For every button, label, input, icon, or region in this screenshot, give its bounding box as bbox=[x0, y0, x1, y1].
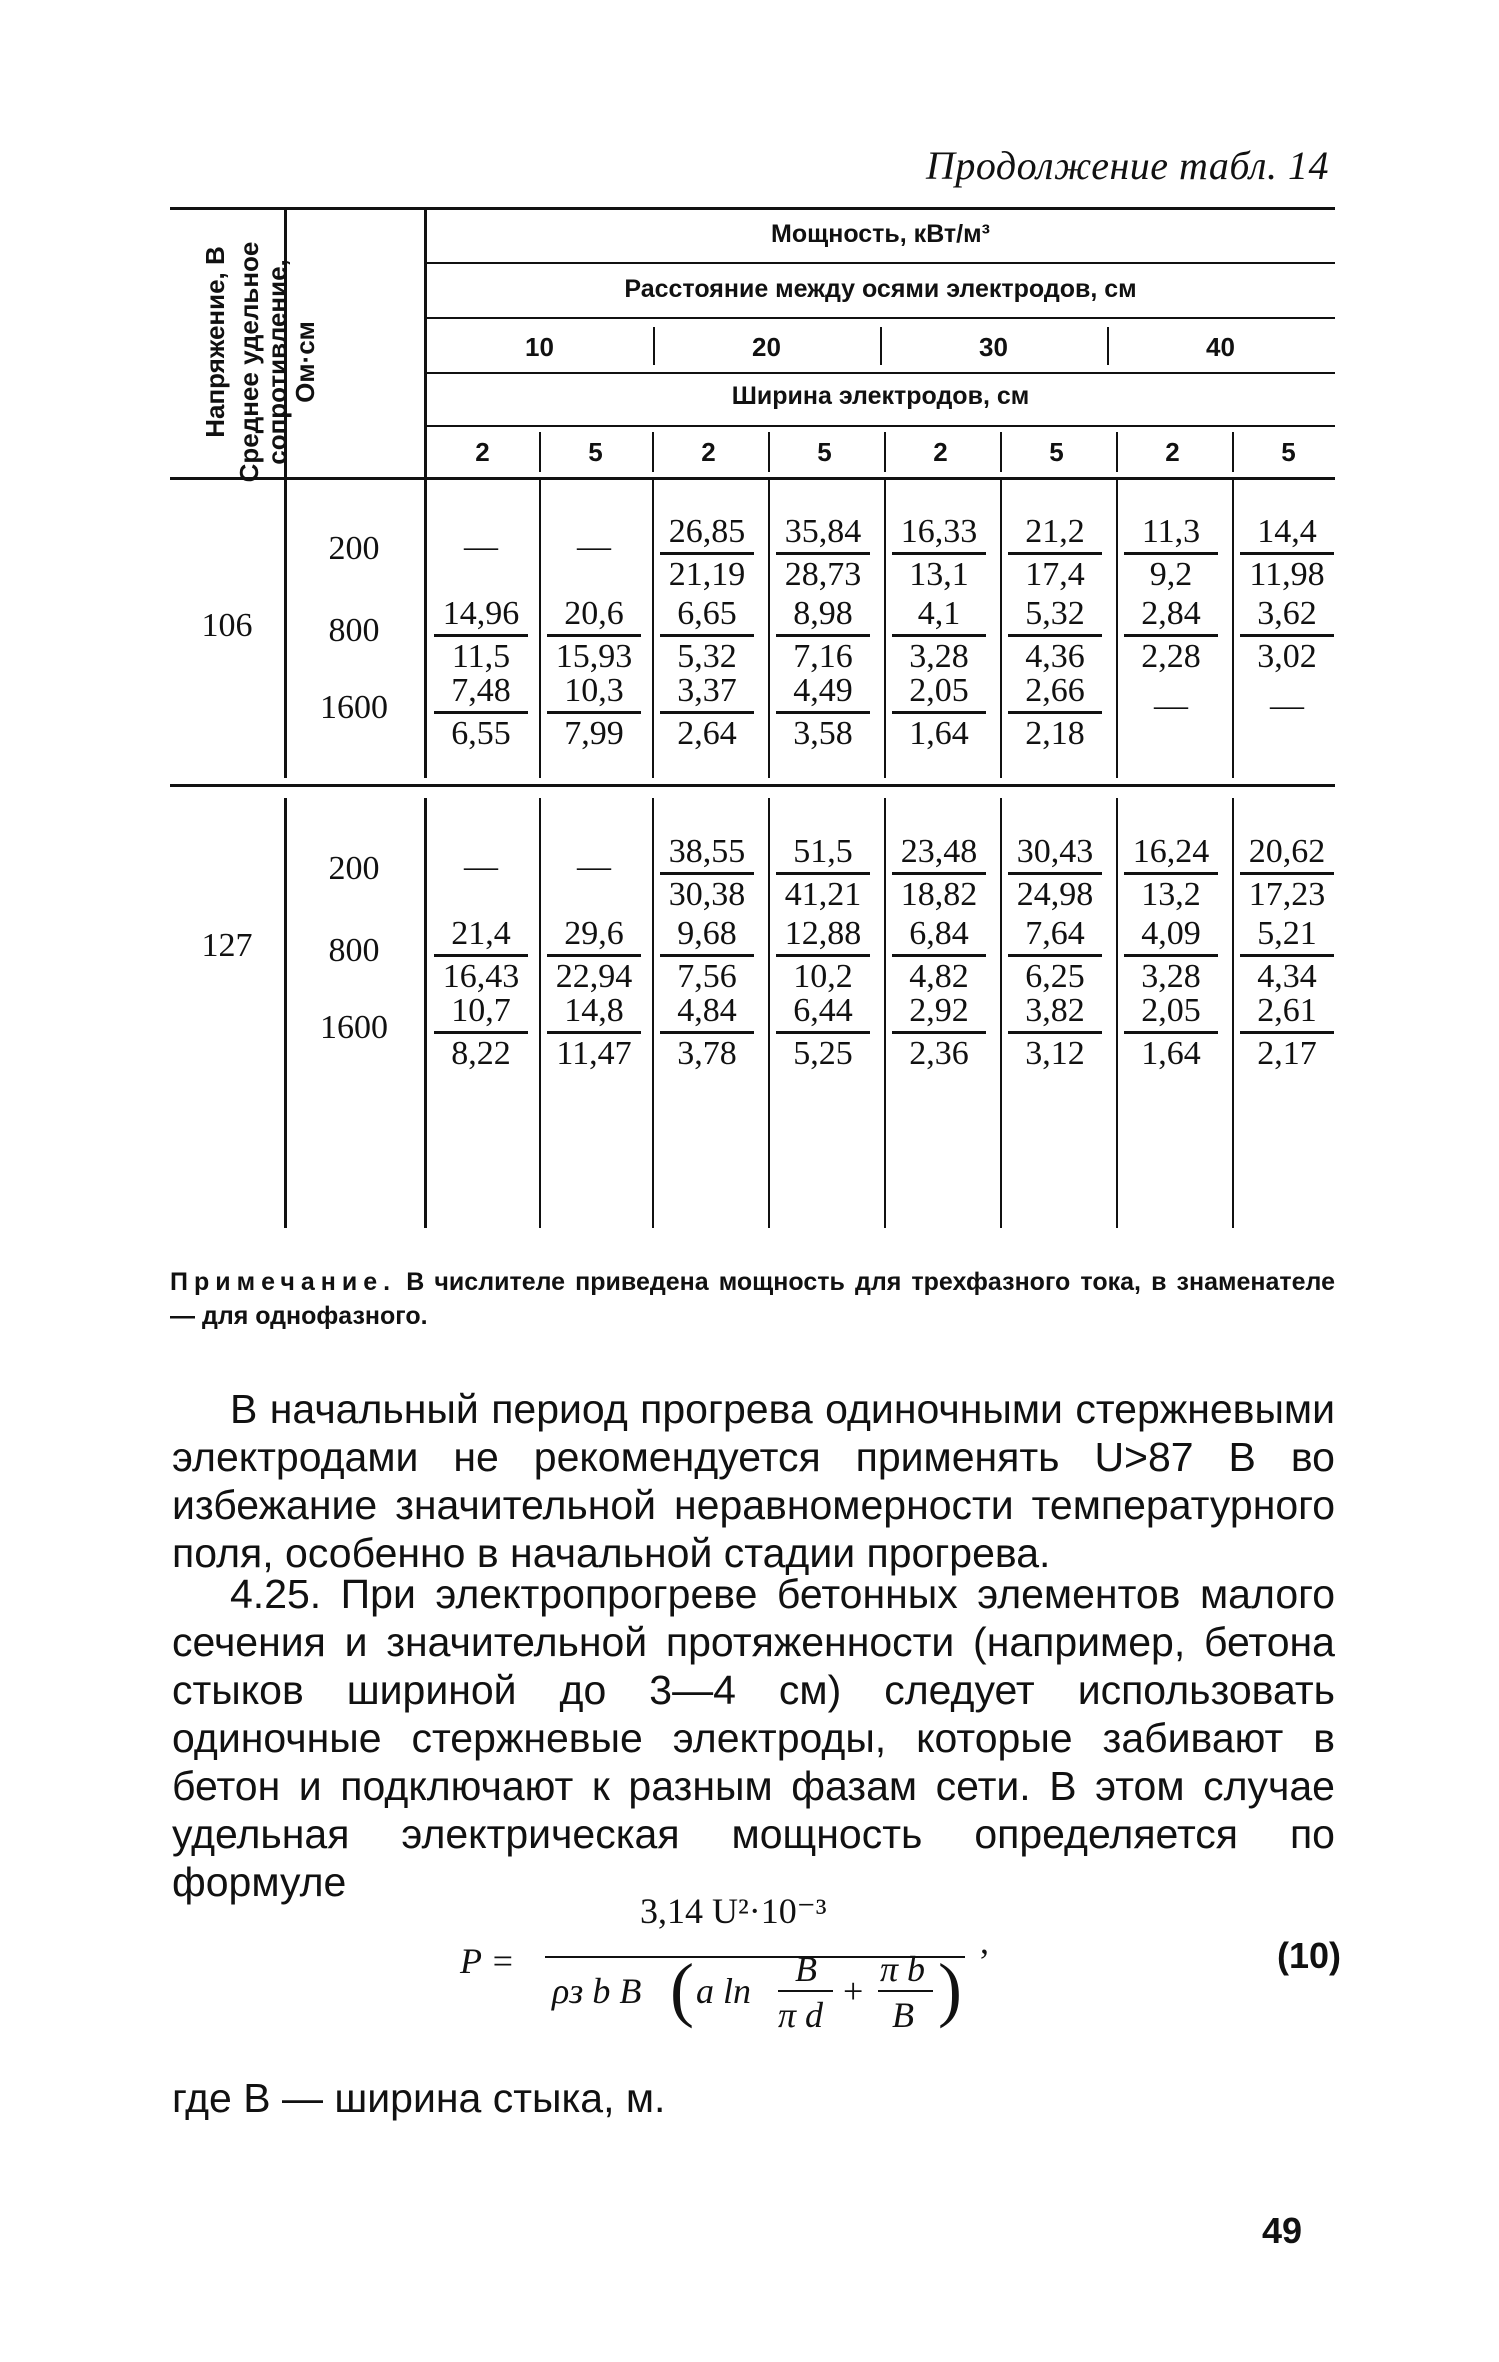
power-single-phase: 5,25 bbox=[776, 1031, 870, 1074]
power-three-phase: 38,55 bbox=[668, 833, 746, 870]
power-three-phase: 2,05 bbox=[1141, 992, 1201, 1029]
voltage-value: 127 bbox=[201, 927, 253, 964]
width-value: 5 bbox=[817, 437, 832, 467]
resistivity-header: Среднее удельное сопротивление, Ом·см bbox=[234, 241, 320, 483]
resistivity-value: 800 bbox=[328, 612, 380, 649]
power-single-phase: 6,55 bbox=[434, 711, 528, 754]
power-single-phase: 16,43 bbox=[434, 954, 528, 997]
power-single-phase: 3,12 bbox=[1008, 1031, 1102, 1074]
power-three-phase: 20,6 bbox=[564, 595, 624, 632]
power-three-phase: 29,6 bbox=[564, 915, 624, 952]
power-fraction bbox=[1000, 594, 1110, 677]
resistivity-value: 200 bbox=[328, 850, 380, 887]
table-note: Примечание. В числителе приведена мощность для трехфазного тока, в знаменателе — для однофазного. bbox=[170, 1268, 1335, 1330]
table-top-rule bbox=[170, 207, 1335, 210]
power-three-phase: 5,32 bbox=[1025, 595, 1085, 632]
power-single-phase: 3,58 bbox=[776, 711, 870, 754]
power-single-phase: 4,34 bbox=[1240, 954, 1334, 997]
power-fraction bbox=[768, 991, 878, 1074]
power-three-phase: 4,49 bbox=[793, 672, 853, 709]
power-single-phase: 7,99 bbox=[547, 711, 641, 754]
empty-cell-dash: — bbox=[464, 528, 498, 565]
power-three-phase: 6,84 bbox=[909, 915, 969, 952]
width-divider bbox=[1116, 432, 1118, 472]
formula-comma: , bbox=[980, 1921, 989, 1961]
power-single-phase: 2,28 bbox=[1124, 634, 1218, 677]
width-divider bbox=[1232, 432, 1234, 472]
power-single-phase: 9,2 bbox=[1124, 552, 1218, 595]
power-fraction bbox=[426, 671, 536, 754]
power-fraction bbox=[1232, 914, 1342, 997]
power-single-phase: 2,36 bbox=[892, 1031, 986, 1074]
power-fraction bbox=[539, 594, 649, 677]
power-fraction bbox=[884, 914, 994, 997]
power-single-phase: 4,82 bbox=[892, 954, 986, 997]
power-three-phase: 21,4 bbox=[451, 915, 511, 952]
width-header: Ширина электродов, см bbox=[731, 382, 1030, 410]
distance-value: 40 bbox=[1206, 332, 1235, 362]
width-divider bbox=[884, 432, 886, 472]
power-single-phase: 10,2 bbox=[776, 954, 870, 997]
width-value: 2 bbox=[475, 437, 490, 467]
page-number: 49 bbox=[1262, 2210, 1303, 2251]
power-three-phase: 23,48 bbox=[900, 833, 978, 870]
power-three-phase: 26,85 bbox=[668, 513, 746, 550]
power-three-phase: 2,92 bbox=[909, 992, 969, 1029]
power-fraction bbox=[426, 991, 536, 1074]
resistivity-value: 1600 bbox=[320, 1009, 388, 1046]
power-single-phase: 24,98 bbox=[1008, 872, 1102, 915]
power-single-phase: 2,18 bbox=[1008, 711, 1102, 754]
power-fraction bbox=[1000, 671, 1110, 754]
formula-frac2-den: B bbox=[892, 1995, 914, 2035]
power-single-phase: 13,2 bbox=[1124, 872, 1218, 915]
power-fraction bbox=[652, 512, 762, 595]
formula-frac1-bar bbox=[778, 1990, 833, 1992]
power-fraction bbox=[426, 594, 536, 677]
power-single-phase: 3,78 bbox=[660, 1031, 754, 1074]
power-three-phase: 11,3 bbox=[1141, 513, 1201, 550]
width-value: 5 bbox=[1281, 437, 1296, 467]
power-fraction bbox=[1116, 594, 1226, 677]
power-fraction bbox=[1232, 512, 1342, 595]
power-three-phase: 16,24 bbox=[1132, 833, 1210, 870]
power-fraction bbox=[1116, 914, 1226, 997]
power-single-phase: 41,21 bbox=[776, 872, 870, 915]
power-fraction bbox=[1116, 991, 1226, 1074]
power-three-phase: 14,8 bbox=[564, 992, 624, 1029]
power-three-phase: 16,33 bbox=[900, 513, 978, 550]
distance-value: 10 bbox=[525, 332, 554, 362]
power-three-phase: 4,09 bbox=[1141, 915, 1201, 952]
power-single-phase: 7,56 bbox=[660, 954, 754, 997]
power-fraction bbox=[884, 594, 994, 677]
power-three-phase: 3,62 bbox=[1257, 595, 1317, 632]
formula-plus: + bbox=[843, 1971, 864, 2011]
power-header: Мощность, кВт/м³ bbox=[771, 220, 990, 248]
power-fraction bbox=[768, 512, 878, 595]
formula-den-prefix: ρз b B bbox=[552, 1971, 642, 2011]
formula-frac2-bar bbox=[878, 1990, 933, 1992]
power-fraction bbox=[884, 991, 994, 1074]
formula-10 bbox=[460, 1890, 1060, 2040]
power-three-phase: 8,98 bbox=[793, 595, 853, 632]
distance-divider bbox=[653, 327, 655, 365]
width-value: 2 bbox=[933, 437, 948, 467]
power-single-phase: 1,64 bbox=[892, 711, 986, 754]
power-three-phase: 6,44 bbox=[793, 992, 853, 1029]
power-fraction bbox=[652, 914, 762, 997]
width-divider bbox=[768, 432, 770, 472]
power-fraction bbox=[768, 594, 878, 677]
power-single-phase: 5,32 bbox=[660, 634, 754, 677]
distance-header: Расстояние между осями электродов, см bbox=[624, 275, 1137, 303]
power-three-phase: 4,1 bbox=[917, 595, 961, 632]
empty-cell-dash: — bbox=[1270, 687, 1304, 724]
distance-value: 20 bbox=[752, 332, 781, 362]
width-divider bbox=[539, 432, 541, 472]
group-divider bbox=[170, 784, 1335, 787]
power-three-phase: 7,64 bbox=[1025, 915, 1085, 952]
power-three-phase: 2,05 bbox=[909, 672, 969, 709]
power-fraction bbox=[1116, 832, 1226, 915]
power-fraction bbox=[539, 671, 649, 754]
power-fraction bbox=[1000, 914, 1110, 997]
width-value: 2 bbox=[701, 437, 716, 467]
power-single-phase: 2,17 bbox=[1240, 1031, 1334, 1074]
power-fraction bbox=[652, 832, 762, 915]
power-single-phase: 8,22 bbox=[434, 1031, 528, 1074]
distance-value: 30 bbox=[979, 332, 1008, 362]
power-three-phase: 12,88 bbox=[784, 915, 862, 952]
power-single-phase: 4,36 bbox=[1008, 634, 1102, 677]
power-fraction bbox=[768, 914, 878, 997]
power-single-phase: 3,28 bbox=[892, 634, 986, 677]
power-fraction bbox=[426, 914, 536, 997]
power-three-phase: 3,82 bbox=[1025, 992, 1085, 1029]
power-three-phase: 30,43 bbox=[1016, 833, 1094, 870]
power-fraction bbox=[652, 594, 762, 677]
power-fraction bbox=[1000, 991, 1110, 1074]
data-table bbox=[170, 207, 1335, 1252]
power-fraction bbox=[1116, 512, 1226, 595]
power-three-phase: 51,5 bbox=[793, 833, 853, 870]
power-single-phase: 11,47 bbox=[547, 1031, 641, 1074]
power-three-phase: 3,37 bbox=[677, 672, 737, 709]
width-divider bbox=[652, 432, 654, 472]
power-rule bbox=[426, 262, 1335, 264]
power-three-phase: 7,48 bbox=[451, 672, 511, 709]
power-single-phase: 3,28 bbox=[1124, 954, 1218, 997]
width-rule bbox=[426, 425, 1335, 427]
power-three-phase: 2,84 bbox=[1141, 595, 1201, 632]
power-fraction bbox=[768, 832, 878, 915]
power-single-phase: 11,5 bbox=[434, 634, 528, 677]
power-three-phase: 10,7 bbox=[451, 992, 511, 1029]
formula-ln: a ln bbox=[696, 1971, 752, 2011]
power-three-phase: 9,68 bbox=[677, 915, 737, 952]
distance-divider bbox=[880, 327, 882, 365]
power-fraction bbox=[1000, 832, 1110, 915]
formula-numerator: 3,14 U²·10⁻³ bbox=[640, 1891, 827, 1931]
power-single-phase: 18,82 bbox=[892, 872, 986, 915]
where-text: где B — ширина стыка, м. bbox=[172, 2075, 666, 2121]
power-single-phase: 11,98 bbox=[1240, 552, 1334, 595]
power-three-phase: 14,4 bbox=[1257, 513, 1317, 550]
paragraph-1: В начальный период прогрева одиночными стержневыми электродами не рекомендуется применять U>87 В во избежание значительной неравномерности температурного поля, особенно в начальной стадии прогрева. bbox=[172, 1386, 1335, 1576]
formula-paren-open: ( bbox=[670, 1949, 694, 2029]
power-fraction bbox=[1232, 832, 1342, 915]
formula-frac1-num: B bbox=[795, 1949, 817, 1989]
header-bottom-rule bbox=[170, 477, 1335, 480]
power-fraction bbox=[539, 914, 649, 997]
voltage-value: 106 bbox=[201, 607, 253, 644]
power-fraction bbox=[652, 991, 762, 1074]
power-three-phase: 35,84 bbox=[784, 513, 862, 550]
continuation-label: Продолжение табл. 14 bbox=[925, 143, 1329, 188]
power-fraction bbox=[1232, 594, 1342, 677]
formula-lhs: P = bbox=[460, 1941, 515, 1981]
power-single-phase: 1,64 bbox=[1124, 1031, 1218, 1074]
width-divider bbox=[1000, 432, 1002, 472]
power-single-phase: 6,25 bbox=[1008, 954, 1102, 997]
power-single-phase: 17,23 bbox=[1240, 872, 1334, 915]
empty-cell-dash: — bbox=[577, 528, 611, 565]
power-single-phase: 15,93 bbox=[547, 634, 641, 677]
distance-rule bbox=[426, 317, 1335, 319]
power-fraction bbox=[884, 832, 994, 915]
power-single-phase: 28,73 bbox=[776, 552, 870, 595]
distance-divider bbox=[1107, 327, 1109, 365]
resistivity-value: 1600 bbox=[320, 689, 388, 726]
formula-number: (10) bbox=[1277, 1935, 1342, 1976]
power-fraction bbox=[884, 512, 994, 595]
power-three-phase: 10,3 bbox=[564, 672, 624, 709]
power-fraction bbox=[768, 671, 878, 754]
power-single-phase: 21,19 bbox=[660, 552, 754, 595]
resistivity-value: 200 bbox=[328, 530, 380, 567]
paragraph-2: 4.25. При электропрогреве бетонных элементов малого сечения и значительной протяженности (например, бетона стыков шириной до 3—4 см) следует использовать одиночные стержневые электроды, которые забивают в бетон и подключают к разным фазам сети. В этом случае удельная электрическая мощность определяется по формуле bbox=[172, 1571, 1335, 1905]
formula-paren-close: ) bbox=[938, 1949, 962, 2029]
power-three-phase: 20,62 bbox=[1248, 833, 1326, 870]
power-three-phase: 2,66 bbox=[1025, 672, 1085, 709]
power-three-phase: 21,2 bbox=[1025, 513, 1085, 550]
power-fraction bbox=[884, 671, 994, 754]
empty-cell-dash: — bbox=[1154, 687, 1188, 724]
empty-cell-dash: — bbox=[577, 848, 611, 885]
power-fraction bbox=[539, 991, 649, 1074]
width-value: 2 bbox=[1165, 437, 1180, 467]
width-value: 5 bbox=[1049, 437, 1064, 467]
power-single-phase: 2,64 bbox=[660, 711, 754, 754]
power-single-phase: 30,38 bbox=[660, 872, 754, 915]
formula-frac2-num: π b bbox=[880, 1949, 926, 1989]
power-fraction bbox=[1000, 512, 1110, 595]
power-single-phase: 17,4 bbox=[1008, 552, 1102, 595]
power-three-phase: 4,84 bbox=[677, 992, 737, 1029]
voltage-header: Напряжение, В bbox=[200, 246, 230, 438]
power-single-phase: 13,1 bbox=[892, 552, 986, 595]
distance-values-rule bbox=[426, 372, 1335, 374]
empty-cell-dash: — bbox=[464, 848, 498, 885]
power-three-phase: 6,65 bbox=[677, 595, 737, 632]
power-single-phase: 22,94 bbox=[547, 954, 641, 997]
power-three-phase: 5,21 bbox=[1257, 915, 1317, 952]
power-fraction bbox=[1232, 991, 1342, 1074]
power-fraction bbox=[652, 671, 762, 754]
formula-frac1-den: π d bbox=[778, 1995, 824, 2035]
power-three-phase: 2,61 bbox=[1257, 992, 1317, 1029]
power-single-phase: 7,16 bbox=[776, 634, 870, 677]
resistivity-value: 800 bbox=[328, 932, 380, 969]
power-three-phase: 14,96 bbox=[442, 595, 520, 632]
power-single-phase: 3,02 bbox=[1240, 634, 1334, 677]
width-value: 5 bbox=[588, 437, 603, 467]
